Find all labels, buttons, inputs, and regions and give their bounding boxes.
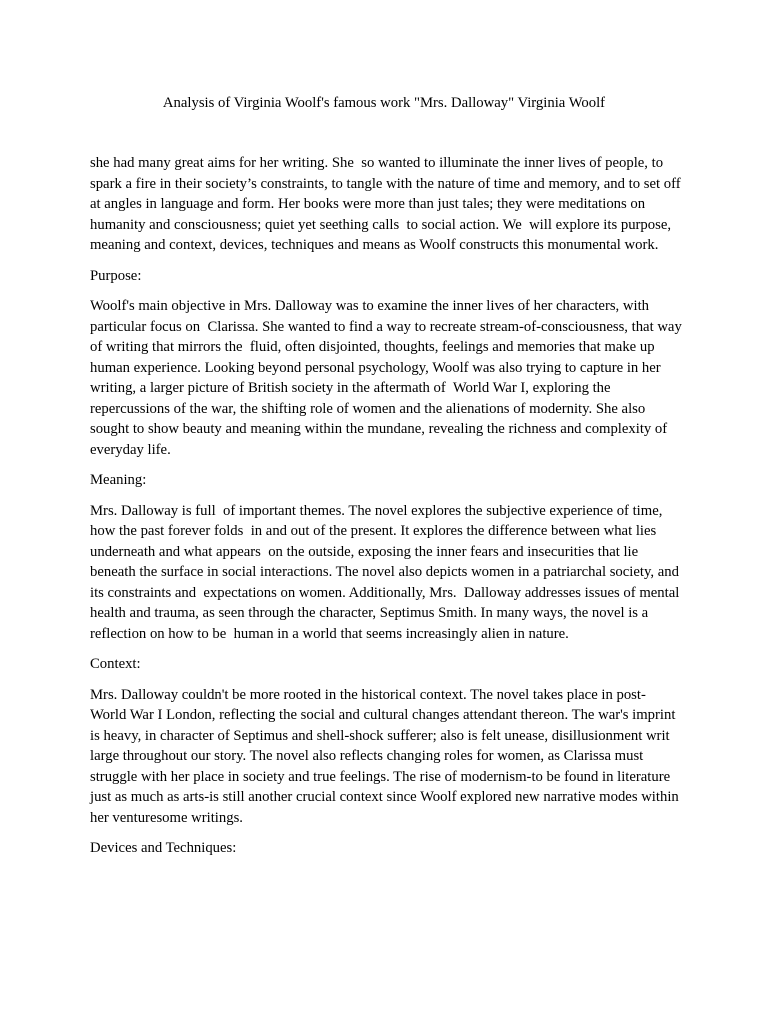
meaning-heading: Meaning: bbox=[90, 472, 147, 488]
devices-techniques-heading: Devices and Techniques: bbox=[90, 840, 237, 856]
context-paragraph: Mrs. Dalloway couldn't be more rooted in the historical context. The novel takes place in post-World War I London, reflecting the social and cultural changes attendant thereon. The war's imprint is heavy, in character of Septimus and shell-shock sufferer; also is felt unease, disillusionment writ large throughout our story. The novel also reflects changing roles for women, as Clarissa must struggle with her place in society and true feelings. The rise of modernism-to be found in literature just as much as arts-is still another crucial context since Woolf explored new narrative modes within her venturesome writings. bbox=[90, 686, 683, 826]
context-heading: Context: bbox=[90, 656, 141, 672]
document-title: Analysis of Virginia Woolf's famous work "Mrs. Dalloway" Virginia Woolf bbox=[162, 95, 606, 111]
purpose-heading: Purpose: bbox=[90, 267, 142, 284]
intro-paragraph: she had many great aims for her writing. She so wanted to illuminate the inner lives of people, to spark a fire in their society’s constraints, to tangle with the nature of time and memory, and to set off at angles in language and form. Her books were more than just tales; they were meditations on humanity and consciousness; quiet yet seething calls to social action. We will explore its purpose, meaning and context, devices, techniques and means as Woolf constructs this monumental work. bbox=[90, 155, 685, 253]
purpose-paragraph: Woolf's main objective in Mrs. Dalloway was to examine the inner lives of her characters, with particular focus on Clarissa. She wanted to find a way to recreate stream-of-consciousness, that way of writing that mirrors the fluid, often disjointed, thoughts, feelings and memories that make up human experience. Looking beyond personal psychology, Woolf was also trying to capture in her writing, a larger picture of British society in the aftermath of World War I, exploring the repercussions of the war, the shifting role of women and the alienations of modernity. She also sought to show beauty and meaning within the mundane, revealing the richness and complexity of everyday life. bbox=[90, 298, 686, 458]
meaning-paragraph: Mrs. Dalloway is full of important themes. The novel explores the subjective experience of time, how the past forever folds in and out of the present. It explores the difference between what lies underneath and what appears on the outside, exposing the inner fears and insecurities that lie beneath the surface in social interactions. The novel also depicts women in a patriarchal society, and its constraints and expectations on women. Additionally, Mrs. Dalloway addresses issues of mental health and trauma, as seen through the character, Septimus Smith. In many ways, the novel is a reflection on how to be human in a world that seems increasingly alien in nature. bbox=[90, 502, 683, 642]
document-body bbox=[90, 153, 686, 869]
